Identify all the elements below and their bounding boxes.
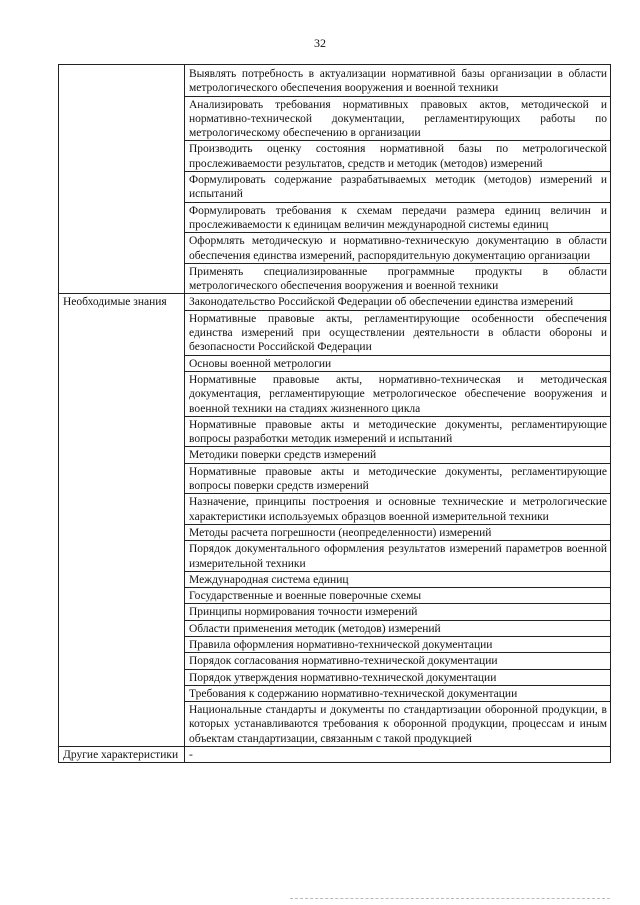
- row-text: Формулировать требования к схемам передачи размера единиц величин и прослеживаемости к единицам величин международной системы единиц: [185, 202, 611, 233]
- row-text: Порядок документального оформления результатов измерений параметров военной измерительной техники: [185, 541, 611, 572]
- row-text: Нормативные правовые акты и методические документы, регламентирующие вопросы разработки методик измерений и испытаний: [185, 416, 611, 447]
- section-label-other: Другие характеристики: [59, 747, 185, 763]
- row-text: Нормативные правовые акты, регламентирующие особенности обеспечения единства измерений при осуществлении деятельности в области обороны и безопасности Российской Федерации: [185, 310, 611, 355]
- row-text: Порядок согласования нормативно-технической документации: [185, 653, 611, 669]
- row-text: Формулировать содержание разрабатываемых методик (методов) измерений и испытаний: [185, 172, 611, 203]
- row-text: Анализировать требования нормативных правовых актов, методической и нормативно-технической документации, регламентирующих работы по метрологическому обеспечению в организации: [185, 96, 611, 141]
- row-text: Методы расчета погрешности (неопределенности) измерений: [185, 524, 611, 540]
- footer-scan-rule: [290, 898, 610, 899]
- row-text: Правила оформления нормативно-технической документации: [185, 636, 611, 652]
- page-number: 32: [314, 36, 326, 50]
- row-text: Оформлять методическую и нормативно-техническую документацию в области обеспечения единства измерений, распорядительную документацию организации: [185, 233, 611, 264]
- table-row: [59, 294, 611, 310]
- row-text: Государственные и военные поверочные схемы: [185, 588, 611, 604]
- row-text: Нормативные правовые акты и методические документы, регламентирующие вопросы поверки средств измерений: [185, 463, 611, 494]
- row-text: -: [185, 747, 611, 763]
- section-label-knowledge: Необходимые знания: [59, 294, 185, 747]
- row-text: Применять специализированные программные продукты в области метрологического обеспечения вооружения и военной техники: [185, 263, 611, 294]
- row-text: Назначение, принципы построения и основные технические и метрологические характеристики используемых образцов военной измерительной техники: [185, 494, 611, 525]
- row-text: Нормативные правовые акты, нормативно-техническая и методическая документация, регламентирующие метрологическое обеспечение вооружения и военной техники на стадиях жизненного цикла: [185, 371, 611, 416]
- table-row: [59, 65, 611, 97]
- row-text: Национальные стандарты и документы по стандартизации оборонной продукции, в которых устанавливаются требования к оборонной продукции, процессам и иным объектам стандартизации, связанным с такой продукцией: [185, 702, 611, 747]
- row-text: Методики поверки средств измерений: [185, 447, 611, 463]
- row-text: Требования к содержанию нормативно-технической документации: [185, 685, 611, 701]
- section-label-continued: [59, 65, 185, 294]
- row-text: Производить оценку состояния нормативной базы по метрологической прослеживаемости результатов, средств и методик (методов) измерений: [185, 141, 611, 172]
- row-text: Основы военной метрологии: [185, 355, 611, 371]
- competency-table: [58, 64, 611, 763]
- table-row: [59, 747, 611, 763]
- row-text: Выявлять потребность в актуализации нормативной базы организации в области метрологического обеспечения вооружения и военной техники: [185, 65, 611, 97]
- row-text: Международная система единиц: [185, 571, 611, 587]
- row-text: Принципы нормирования точности измерений: [185, 604, 611, 620]
- row-text: Законодательство Российской Федерации об обеспечении единства измерений: [185, 294, 611, 310]
- row-text: Порядок утверждения нормативно-технической документации: [185, 669, 611, 685]
- row-text: Области применения методик (методов) измерений: [185, 620, 611, 636]
